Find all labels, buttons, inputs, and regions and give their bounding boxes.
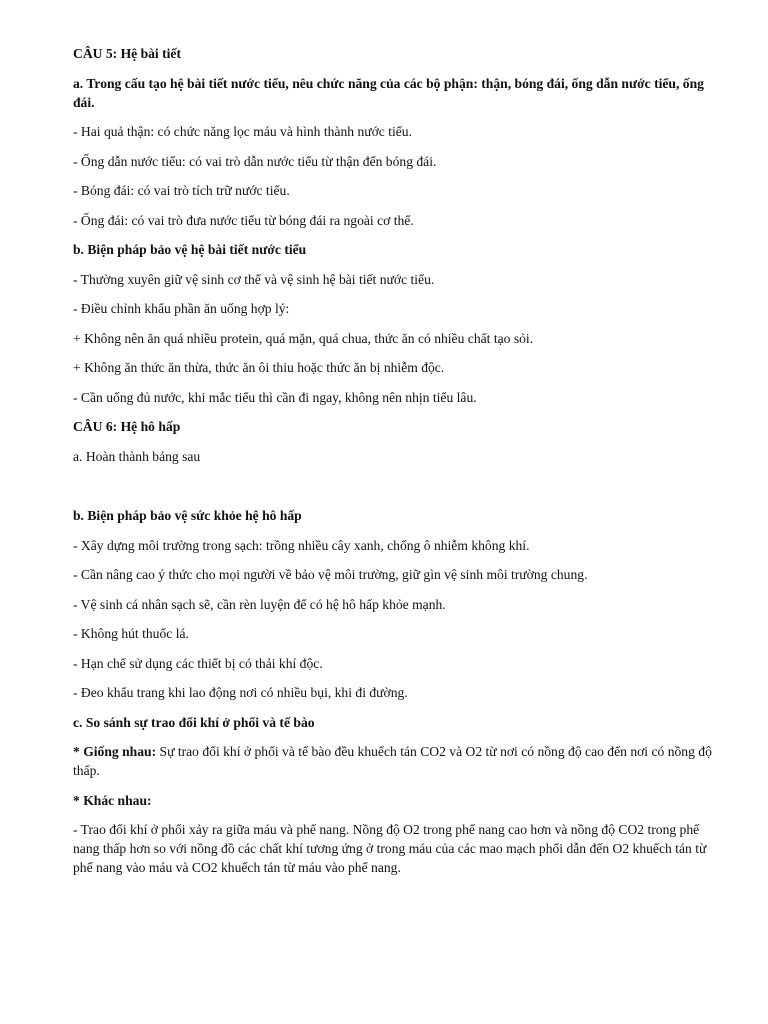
similar-label: * Giống nhau:	[73, 744, 157, 759]
different-label: * Khác nhau:	[73, 792, 152, 808]
cau6-b-line-5: - Hạn chế sử dụng các thiết bị có thải khí độc.	[73, 655, 323, 671]
cau5-b-line-5: - Cần uống đủ nước, khi mắc tiểu thì cần đi ngay, không nên nhịn tiểu lâu.	[73, 389, 477, 405]
cau6-b-line-4: - Không hút thuốc lá.	[73, 626, 189, 641]
cau5-part-b-question: b. Biện pháp bảo vệ hệ bài tiết nước tiểu	[73, 242, 307, 257]
cau6-part-a-question: a. Hoàn thành bảng sau	[73, 448, 201, 464]
cau6-part-b-question: b. Biện pháp bảo vệ sức khỏe hệ hô hấp	[73, 508, 302, 523]
cau5-a-line-4: - Ống đái: có vai trò đưa nước tiểu từ bóng đái ra ngoài cơ thể.	[73, 212, 414, 228]
cau5-part-a-question: a. Trong cấu tạo hệ bài tiết nước tiểu, nêu chức năng của các bộ phận: thận, bóng đái, ống dẫn nước tiểu, ống đái.	[73, 75, 704, 110]
cau6-c-different-line-1: - Trao đổi khí ở phổi xảy ra giữa máu và phế nang. Nồng độ O2 trong phế nang cao hơn và nồng độ CO2 trong phế nang thấp hơn so với nồng đồ các chất khí tương ứng ở trong máu của các mao mạch phổi dẫn đến O2 khuếch tán từ phế nang vào máu và CO2 khuếch tán từ máu vào phế nang.	[73, 822, 707, 875]
cau6-part-c-question: c. So sánh sự trao đổi khí ở phổi và tế bào	[73, 714, 315, 730]
cau6-b-line-1: - Xây dựng môi trường trong sạch: trồng nhiều cây xanh, chống ô nhiễm không khí.	[73, 537, 530, 553]
similar-text: Sự trao đổi khí ở phổi và tế bào đều khuếch tán CO2 và O2 từ nơi có nồng độ cao đến nơi có nồng độ thấp.	[73, 744, 712, 778]
cau6-b-line-6: - Đeo khẩu trang khi lao động nơi có nhiều bụi, khi đi đường.	[73, 685, 408, 700]
cau5-a-line-2: - Ống dẫn nước tiểu: có vai trò dẫn nước tiểu từ thận đến bóng đái.	[73, 153, 437, 169]
cau5-b-line-3: + Không nên ăn quá nhiều protein, quá mặn, quá chua, thức ăn có nhiều chất tạo sỏi.	[73, 330, 534, 346]
cau5-b-line-1: - Thường xuyên giữ vệ sinh cơ thể và vệ sinh hệ bài tiết nước tiểu.	[73, 271, 435, 287]
cau6-heading: CÂU 6: Hệ hô hấp	[73, 419, 181, 434]
cau5-heading: CÂU 5: Hệ bài tiết	[73, 46, 181, 61]
cau5-a-line-1: - Hai quả thận: có chức năng lọc máu và hình thành nước tiểu.	[73, 124, 413, 139]
cau5-b-line-2: - Điều chỉnh khẩu phần ăn uống hợp lý:	[73, 301, 290, 316]
cau6-b-line-2: - Cần nâng cao ý thức cho mọi người về bảo vệ môi trường, giữ gìn vệ sinh môi trường chung.	[73, 567, 588, 582]
cau6-c-similar	[73, 742, 723, 780]
table-placeholder-gap	[73, 476, 723, 506]
cau5-b-line-4: + Không ăn thức ăn thừa, thức ăn ôi thiu hoặc thức ăn bị nhiễm độc.	[73, 360, 445, 375]
cau5-a-line-3: - Bóng đái: có vai trò tích trữ nước tiểu.	[73, 183, 290, 198]
document-page	[73, 44, 723, 888]
cau6-b-line-3: - Vệ sinh cá nhân sạch sẽ, cần rèn luyện để có hệ hô hấp khỏe mạnh.	[73, 596, 446, 612]
